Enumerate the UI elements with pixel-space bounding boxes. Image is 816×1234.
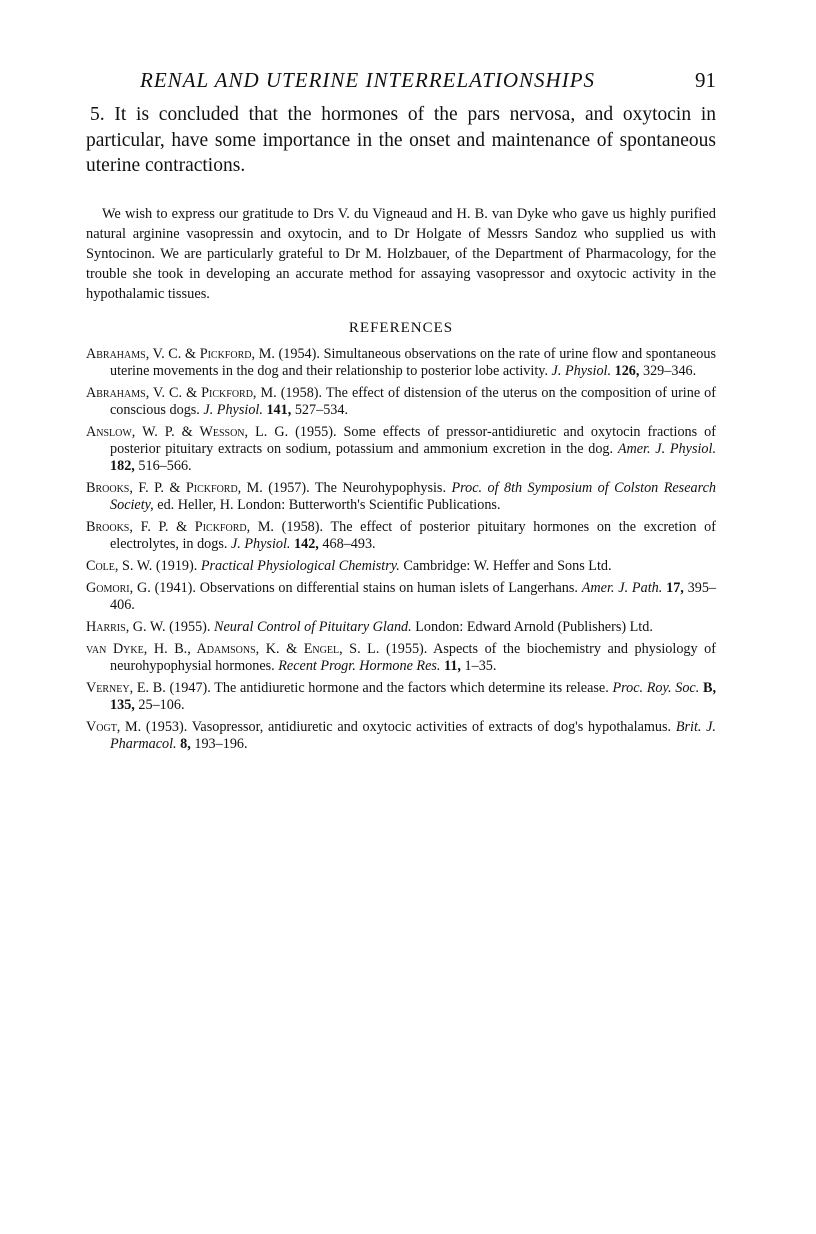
reference-authors: Brooks, F. P. & Pickford, M. <box>86 519 274 535</box>
reference-journal: Practical Physiological Chemistry. <box>200 558 400 574</box>
reference-journal: Recent Progr. Hormone Res. <box>278 658 441 674</box>
conclusion-paragraph: 5. It is concluded that the hormones of the pars nervosa, and oxytocin in particular, have some importance in the onset and maintenance of spontaneous uterine contractions. <box>86 104 716 176</box>
reference-item <box>86 580 716 614</box>
reference-item <box>86 641 716 675</box>
reference-text: (1941). Observations on differential stains on human islets of Langerhans. <box>150 580 582 596</box>
page-number: 91 <box>695 68 716 92</box>
reference-pages: Cambridge: W. Heffer and Sons Ltd. <box>399 558 612 574</box>
reference-pages: 1–35. <box>460 658 497 674</box>
reference-text: (1955). Some effects of pressor-antidiuretic and oxytocin fractions of posterior pituitary extracts on sodium, potassium and ammonium excretion in the dog. <box>110 424 716 457</box>
reference-item <box>86 719 716 753</box>
reference-authors: van Dyke, H. B., Adamsons, K. & Engel, S. L. <box>86 641 380 657</box>
reference-item <box>86 424 716 475</box>
reference-volume: 182, <box>110 458 135 474</box>
reference-text: (1955). <box>165 619 214 635</box>
reference-pages: ed. Heller, H. London: Butterworth's Scientific Publications. <box>153 497 501 513</box>
reference-journal: J. Physiol. <box>203 402 263 418</box>
reference-authors: Verney, E. B. <box>86 680 166 696</box>
running-title: RENAL AND UTERINE INTERRELATIONSHIPS <box>140 68 596 92</box>
reference-journal: Brit. J. Pharmacol. <box>110 719 716 752</box>
reference-authors: Cole, S. W. <box>86 558 153 574</box>
reference-item <box>86 558 716 575</box>
reference-text: (1955). Aspects of the biochemistry and physiology of neurohypophysial hormones. <box>110 641 716 674</box>
reference-text: (1957). The Neurohypophysis. <box>262 480 452 496</box>
reference-journal: Amer. J. Physiol. <box>617 441 716 457</box>
reference-pages: 516–566. <box>134 458 192 474</box>
reference-volume: 126, <box>611 363 640 379</box>
reference-pages: 193–196. <box>190 736 248 752</box>
reference-authors: Brooks, F. P. & Pickford, M. <box>86 480 263 496</box>
reference-pages: 25–106. <box>134 697 185 713</box>
reference-item <box>86 480 716 514</box>
reference-volume: 142, <box>290 536 319 552</box>
reference-list <box>86 346 716 758</box>
reference-text: (1958). The effect of posterior pituitary hormones on the excretion of electrolytes, in dogs. <box>110 519 716 552</box>
reference-journal: Proc. Roy. Soc. <box>612 680 700 696</box>
reference-item <box>86 680 716 714</box>
reference-text: (1954). Simultaneous observations on the rate of urine flow and spontaneous uterine movements in the dog and their relationship to posterior lobe activity. <box>110 346 716 379</box>
reference-authors: Gomori, G. <box>86 580 151 596</box>
reference-volume: 17, <box>662 580 684 596</box>
reference-text: (1919). <box>152 558 201 574</box>
reference-authors: Harris, G. W. <box>86 619 166 635</box>
page-header <box>140 68 716 98</box>
reference-item <box>86 519 716 553</box>
references-heading: REFERENCES <box>348 320 454 336</box>
reference-item <box>86 619 716 636</box>
reference-journal: Neural Control of Pituitary Gland. <box>213 619 412 635</box>
reference-volume: B, 135, <box>110 680 716 713</box>
reference-journal: Amer. J. Path. <box>581 580 663 596</box>
reference-pages: 527–534. <box>291 402 349 418</box>
reference-volume: 141, <box>262 402 292 418</box>
reference-authors: Abrahams, V. C. & Pickford, M. <box>86 385 277 401</box>
reference-pages: 468–493. <box>318 536 376 552</box>
reference-text: (1953). Vasopressor, antidiuretic and oxytocic activities of extracts of dog's hypothalamus. <box>141 719 676 735</box>
reference-authors: Abrahams, V. C. & Pickford, M. <box>86 346 275 362</box>
reference-pages: London: Edward Arnold (Publishers) Ltd. <box>411 619 653 635</box>
reference-item <box>86 385 716 419</box>
reference-pages: 395–406. <box>110 580 717 613</box>
reference-volume: 8, <box>176 736 191 752</box>
reference-text: (1958). The effect of distension of the uterus on the composition of urine of conscious dogs. <box>110 385 716 418</box>
reference-authors: Anslow, W. P. & Wesson, L. G. <box>86 424 289 440</box>
reference-authors: Vogt, M. <box>86 719 142 735</box>
reference-journal: J. Physiol. <box>551 363 612 379</box>
acknowledgement-paragraph: We wish to express our gratitude to Drs V. du Vigneaud and H. B. van Dyke who gave us highly purified natural arginine vasopressin and oxytocin, and to Dr Holgate of Messrs Sandoz who supplied us with Syntocinon. We are particularly grateful to Dr M. Holzbauer, of the Department of Pharmacology, for the trouble she took in developing an accurate method for assaying vasopressor and oxytocic activity in the hypothalamic tissues. <box>86 206 716 302</box>
reference-volume: 11, <box>440 658 461 674</box>
reference-item <box>86 346 716 380</box>
reference-pages: 329–346. <box>639 363 697 379</box>
reference-text: (1947). The antidiuretic hormone and the factors which determine its release. <box>165 680 613 696</box>
reference-journal: J. Physiol. <box>230 536 291 552</box>
reference-journal: Proc. of 8th Symposium of Colston Research Society, <box>110 480 716 513</box>
